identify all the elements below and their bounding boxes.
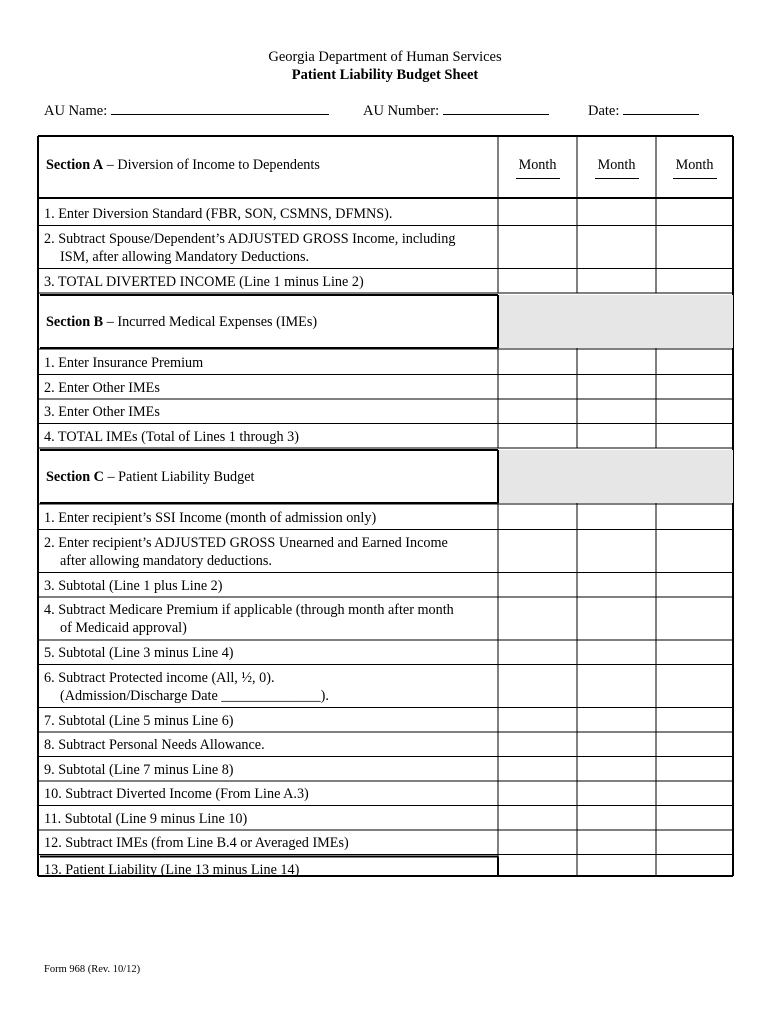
au-name-label: AU Name:	[44, 103, 108, 119]
month-2-entry-cell[interactable]	[578, 858, 655, 876]
month-3-entry-cell[interactable]	[657, 506, 732, 529]
month-3-entry-cell[interactable]	[657, 709, 732, 732]
month-3-entry-cell[interactable]	[657, 351, 732, 374]
month-3-entry-cell[interactable]	[657, 666, 732, 707]
month-2-entry-cell[interactable]	[578, 733, 655, 756]
form-title: Patient Liability Budget Sheet	[291, 67, 479, 83]
month-3-entry-cell[interactable]	[657, 400, 732, 423]
month-column-header-1	[508, 156, 568, 179]
section-label: Section A	[46, 157, 104, 173]
section-c-line-4: 4. Subtract Medicare Premium if applicable (through month after month	[44, 602, 454, 618]
month-column-header-3	[665, 156, 725, 179]
section-c-line-2-cont: after allowing mandatory deductions.	[60, 552, 272, 569]
date-label: Date:	[588, 103, 620, 119]
month-2-entry-cell[interactable]	[578, 666, 655, 707]
section-a-line-2-cont: ISM, after allowing Mandatory Deductions.	[60, 248, 310, 265]
month-1-entry-cell[interactable]	[499, 807, 576, 830]
month-3-entry-cell[interactable]	[657, 641, 732, 664]
section-description: – Incurred Medical Expenses (IMEs)	[103, 314, 318, 330]
section-c-line-9: 9. Subtotal (Line 7 minus Line 8)	[44, 761, 234, 778]
au-number-label: AU Number:	[363, 103, 440, 119]
section-label: Section C	[46, 469, 104, 485]
month-3-entry-cell[interactable]	[657, 531, 732, 572]
section-c-line-5: 5. Subtotal (Line 3 minus Line 4)	[44, 645, 234, 661]
month-header-label: Month	[597, 157, 636, 173]
month-2-entry-cell[interactable]	[578, 641, 655, 664]
month-1-entry-cell[interactable]	[499, 598, 576, 639]
month-3-entry-cell[interactable]	[657, 574, 732, 597]
patient-liability-line: 13. Patient Liability (Line 13 minus Line 14)	[44, 861, 300, 878]
section-description: – Diversion of Income to Dependents	[103, 157, 320, 173]
month-2-entry-cell[interactable]	[578, 782, 655, 805]
month-3-entry-cell[interactable]	[657, 270, 732, 293]
section-c-line-7: 7. Subtotal (Line 5 minus Line 6)	[44, 712, 234, 729]
month-3-entry-cell[interactable]	[657, 376, 732, 399]
month-1-entry-cell[interactable]	[499, 376, 576, 399]
section-c-shaded-cell	[498, 450, 733, 503]
section-description: – Patient Liability Budget	[103, 469, 255, 485]
section-a-line-1: 1. Enter Diversion Standard (FBR, SON, CSMNS, DFMNS).	[44, 206, 393, 222]
month-column-header-2	[587, 156, 647, 179]
month-1-entry-cell[interactable]	[499, 400, 576, 423]
month-3-entry-cell[interactable]	[657, 425, 732, 448]
month-3-entry-cell[interactable]	[657, 831, 732, 854]
section-c-line-10: 10. Subtract Diverted Income (From Line A.3)	[44, 786, 309, 802]
section-c-line-6-cont: (Admission/Discharge Date ______________).	[60, 687, 329, 704]
month-2-entry-cell[interactable]	[578, 506, 655, 529]
month-2-entry-cell[interactable]	[578, 425, 655, 448]
month-2-entry-cell[interactable]	[578, 270, 655, 293]
month-1-entry-cell[interactable]	[499, 709, 576, 732]
section-b-line-4: 4. TOTAL IMEs (Total of Lines 1 through 3)	[44, 428, 299, 445]
month-2-entry-cell[interactable]	[578, 574, 655, 597]
month-header-blank[interactable]	[516, 178, 560, 179]
section-c-line-12: 12. Subtract IMEs (from Line B.4 or Averaged IMEs)	[44, 835, 349, 851]
month-2-entry-cell[interactable]	[578, 400, 655, 423]
section-b-title	[46, 313, 317, 331]
month-1-entry-cell[interactable]	[499, 758, 576, 781]
form-number: Form 968 (Rev. 10/12)	[44, 964, 141, 975]
month-2-entry-cell[interactable]	[578, 227, 655, 268]
month-3-entry-cell[interactable]	[657, 782, 732, 805]
section-b-line-3: 3. Enter Other IMEs	[44, 404, 160, 420]
month-2-entry-cell[interactable]	[578, 709, 655, 732]
section-c-line-8: 8. Subtract Personal Needs Allowance.	[44, 737, 265, 753]
month-3-entry-cell[interactable]	[657, 858, 732, 876]
month-header-blank[interactable]	[595, 178, 639, 179]
month-2-entry-cell[interactable]	[578, 351, 655, 374]
month-2-entry-cell[interactable]	[578, 376, 655, 399]
agency-name: Georgia Department of Human Services	[268, 49, 502, 65]
month-3-entry-cell[interactable]	[657, 202, 732, 225]
month-2-entry-cell[interactable]	[578, 202, 655, 225]
month-2-entry-cell[interactable]	[578, 531, 655, 572]
month-1-entry-cell[interactable]	[499, 351, 576, 374]
month-1-entry-cell[interactable]	[499, 425, 576, 448]
month-1-entry-cell[interactable]	[499, 831, 576, 854]
month-1-entry-cell[interactable]	[499, 506, 576, 529]
month-3-entry-cell[interactable]	[657, 807, 732, 830]
section-a-line-2: 2. Subtract Spouse/Dependent’s ADJUSTED GROSS Income, including	[44, 230, 456, 247]
month-1-entry-cell[interactable]	[499, 733, 576, 756]
section-c-title	[46, 468, 254, 486]
month-header-label: Month	[518, 157, 557, 173]
month-1-entry-cell[interactable]	[499, 270, 576, 293]
month-2-entry-cell[interactable]	[578, 758, 655, 781]
section-c-line-3: 3. Subtotal (Line 1 plus Line 2)	[44, 577, 223, 594]
month-header-label: Month	[675, 157, 714, 173]
section-b-shaded-cell	[498, 295, 733, 348]
section-c-line-11: 11. Subtotal (Line 9 minus Line 10)	[44, 810, 248, 827]
section-c-line-1: 1. Enter recipient’s SSI Income (month of admission only)	[44, 510, 377, 526]
section-c-line-2: 2. Enter recipient’s ADJUSTED GROSS Unearned and Earned Income	[44, 534, 448, 551]
month-1-entry-cell[interactable]	[499, 666, 576, 707]
section-b-line-1: 1. Enter Insurance Premium	[44, 355, 204, 371]
section-a-title	[46, 156, 320, 174]
month-3-entry-cell[interactable]	[657, 598, 732, 639]
month-2-entry-cell[interactable]	[578, 831, 655, 854]
month-3-entry-cell[interactable]	[657, 227, 732, 268]
month-3-entry-cell[interactable]	[657, 733, 732, 756]
section-c-line-6: 6. Subtract Protected income (All, ½, 0).	[44, 669, 275, 686]
month-1-entry-cell[interactable]	[499, 531, 576, 572]
section-a-line-3: 3. TOTAL DIVERTED INCOME (Line 1 minus Line 2)	[44, 273, 364, 290]
month-1-entry-cell[interactable]	[499, 858, 576, 876]
month-header-blank[interactable]	[673, 178, 717, 179]
month-2-entry-cell[interactable]	[578, 598, 655, 639]
month-2-entry-cell[interactable]	[578, 807, 655, 830]
month-1-entry-cell[interactable]	[499, 574, 576, 597]
month-1-entry-cell[interactable]	[499, 202, 576, 225]
month-1-entry-cell[interactable]	[499, 782, 576, 805]
month-3-entry-cell[interactable]	[657, 758, 732, 781]
month-1-entry-cell[interactable]	[499, 227, 576, 268]
section-c-line-4-cont: of Medicaid approval)	[60, 620, 187, 636]
month-1-entry-cell[interactable]	[499, 641, 576, 664]
section-label: Section B	[46, 314, 104, 330]
section-b-line-2: 2. Enter Other IMEs	[44, 379, 160, 396]
